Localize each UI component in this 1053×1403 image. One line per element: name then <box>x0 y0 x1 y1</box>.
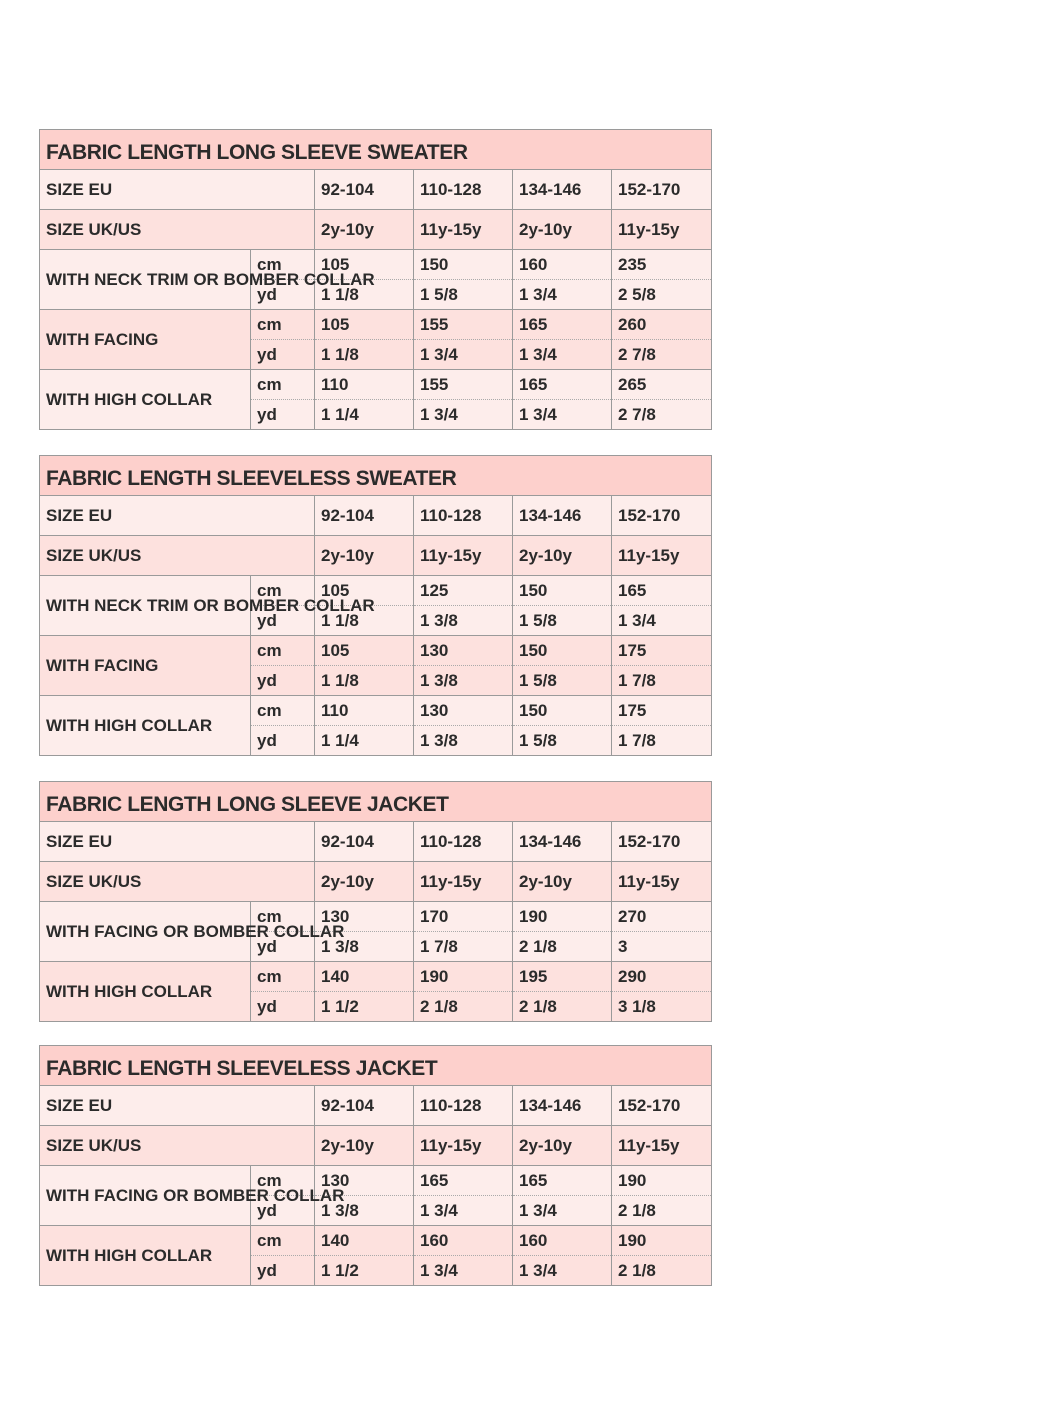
cm-value: 105 <box>315 576 414 606</box>
cm-value: 130 <box>315 902 414 932</box>
unit-yd: yd <box>251 1196 315 1226</box>
yd-value: 2 1/8 <box>612 1196 712 1226</box>
yd-value: 1 3/4 <box>414 400 513 430</box>
cm-value: 160 <box>513 250 612 280</box>
size-eu-value: 110-128 <box>414 496 513 536</box>
cm-value: 150 <box>513 636 612 666</box>
row-label: WITH HIGH COLLAR <box>40 1226 251 1286</box>
yd-value: 1 1/8 <box>315 340 414 370</box>
yd-value: 1 5/8 <box>414 280 513 310</box>
size-eu-value: 92-104 <box>315 496 414 536</box>
cm-value: 190 <box>414 962 513 992</box>
unit-cm: cm <box>251 1166 315 1196</box>
size-ukus-label: SIZE UK/US <box>40 536 315 576</box>
fabric-length-long-sleeve-jacket-table <box>39 781 712 1022</box>
unit-yd: yd <box>251 606 315 636</box>
row-label: WITH FACING <box>40 636 251 696</box>
cm-value: 270 <box>612 902 712 932</box>
unit-cm: cm <box>251 1226 315 1256</box>
row-label: WITH FACING OR BOMBER COLLAR <box>40 1166 251 1226</box>
yd-value: 1 3/4 <box>414 340 513 370</box>
yd-value: 1 3/4 <box>612 606 712 636</box>
table-row <box>40 310 712 340</box>
size-ukus-value: 11y-15y <box>612 536 712 576</box>
size-ukus-value: 11y-15y <box>612 210 712 250</box>
size-ukus-value: 11y-15y <box>414 862 513 902</box>
yd-value: 1 1/4 <box>315 400 414 430</box>
table-row <box>40 250 712 280</box>
size-ukus-value: 11y-15y <box>414 1126 513 1166</box>
cm-value: 155 <box>414 370 513 400</box>
cm-value: 130 <box>315 1166 414 1196</box>
yd-value: 3 <box>612 932 712 962</box>
unit-cm: cm <box>251 636 315 666</box>
yd-value: 2 1/8 <box>513 992 612 1022</box>
unit-yd: yd <box>251 340 315 370</box>
cm-value: 125 <box>414 576 513 606</box>
size-ukus-value: 11y-15y <box>414 536 513 576</box>
size-eu-value: 152-170 <box>612 170 712 210</box>
size-eu-label: SIZE EU <box>40 1086 315 1126</box>
size-eu-value: 92-104 <box>315 170 414 210</box>
table-title: FABRIC LENGTH SLEEVELESS SWEATER <box>40 456 712 496</box>
size-ukus-value: 2y-10y <box>315 210 414 250</box>
cm-value: 105 <box>315 310 414 340</box>
size-ukus-value: 2y-10y <box>315 536 414 576</box>
size-eu-value: 92-104 <box>315 822 414 862</box>
size-eu-value: 152-170 <box>612 822 712 862</box>
table-row <box>40 962 712 992</box>
cm-value: 190 <box>612 1166 712 1196</box>
size-ukus-label: SIZE UK/US <box>40 210 315 250</box>
size-eu-label: SIZE EU <box>40 822 315 862</box>
cm-value: 140 <box>315 962 414 992</box>
row-label: WITH HIGH COLLAR <box>40 370 251 430</box>
unit-yd: yd <box>251 726 315 756</box>
unit-cm: cm <box>251 250 315 280</box>
cm-value: 190 <box>612 1226 712 1256</box>
yd-value: 1 1/2 <box>315 1256 414 1286</box>
yd-value: 1 3/8 <box>315 932 414 962</box>
yd-value: 1 3/8 <box>315 1196 414 1226</box>
cm-value: 165 <box>513 310 612 340</box>
size-eu-label: SIZE EU <box>40 496 315 536</box>
cm-value: 140 <box>315 1226 414 1256</box>
cm-value: 260 <box>612 310 712 340</box>
size-ukus-value: 2y-10y <box>315 1126 414 1166</box>
size-ukus-value: 2y-10y <box>513 862 612 902</box>
yd-value: 1 7/8 <box>612 666 712 696</box>
yd-value: 1 3/4 <box>513 1256 612 1286</box>
table-title: FABRIC LENGTH SLEEVELESS JACKET <box>40 1046 712 1086</box>
yd-value: 1 3/4 <box>513 1196 612 1226</box>
yd-value: 1 3/4 <box>513 400 612 430</box>
cm-value: 165 <box>513 370 612 400</box>
yd-value: 2 7/8 <box>612 400 712 430</box>
cm-value: 165 <box>414 1166 513 1196</box>
size-eu-value: 134-146 <box>513 496 612 536</box>
cm-value: 150 <box>513 576 612 606</box>
cm-value: 235 <box>612 250 712 280</box>
cm-value: 130 <box>414 636 513 666</box>
cm-value: 160 <box>513 1226 612 1256</box>
unit-cm: cm <box>251 902 315 932</box>
cm-value: 190 <box>513 902 612 932</box>
yd-value: 3 1/8 <box>612 992 712 1022</box>
size-ukus-value: 2y-10y <box>513 536 612 576</box>
cm-value: 170 <box>414 902 513 932</box>
yd-value: 1 3/4 <box>414 1256 513 1286</box>
unit-yd: yd <box>251 400 315 430</box>
cm-value: 165 <box>612 576 712 606</box>
table-row <box>40 370 712 400</box>
table-row <box>40 1166 712 1196</box>
size-eu-value: 110-128 <box>414 170 513 210</box>
unit-yd: yd <box>251 932 315 962</box>
unit-cm: cm <box>251 310 315 340</box>
cm-value: 165 <box>513 1166 612 1196</box>
yd-value: 1 3/8 <box>414 606 513 636</box>
yd-value: 1 5/8 <box>513 666 612 696</box>
yd-value: 1 7/8 <box>414 932 513 962</box>
row-label: WITH FACING <box>40 310 251 370</box>
table-row <box>40 696 712 726</box>
size-ukus-value: 11y-15y <box>612 862 712 902</box>
unit-yd: yd <box>251 1256 315 1286</box>
size-ukus-label: SIZE UK/US <box>40 862 315 902</box>
size-eu-value: 110-128 <box>414 822 513 862</box>
yd-value: 2 1/8 <box>513 932 612 962</box>
size-eu-label: SIZE EU <box>40 170 315 210</box>
yd-value: 1 1/2 <box>315 992 414 1022</box>
size-ukus-value: 2y-10y <box>513 210 612 250</box>
table-row <box>40 902 712 932</box>
yd-value: 1 1/8 <box>315 666 414 696</box>
unit-yd: yd <box>251 992 315 1022</box>
unit-cm: cm <box>251 370 315 400</box>
table-row <box>40 576 712 606</box>
row-label: WITH NECK TRIM OR BOMBER COLLAR <box>40 250 251 310</box>
size-eu-value: 134-146 <box>513 170 612 210</box>
fabric-length-sleeveless-jacket-table <box>39 1045 712 1286</box>
size-ukus-value: 2y-10y <box>315 862 414 902</box>
yd-value: 1 5/8 <box>513 606 612 636</box>
yd-value: 1 3/4 <box>513 340 612 370</box>
cm-value: 160 <box>414 1226 513 1256</box>
size-eu-value: 110-128 <box>414 1086 513 1126</box>
row-label: WITH NECK TRIM OR BOMBER COLLAR <box>40 576 251 636</box>
table-title: FABRIC LENGTH LONG SLEEVE JACKET <box>40 782 712 822</box>
fabric-length-long-sleeve-sweater-table <box>39 129 712 430</box>
size-eu-value: 134-146 <box>513 822 612 862</box>
row-label: WITH FACING OR BOMBER COLLAR <box>40 902 251 962</box>
yd-value: 1 1/4 <box>315 726 414 756</box>
unit-yd: yd <box>251 666 315 696</box>
unit-cm: cm <box>251 696 315 726</box>
size-eu-value: 152-170 <box>612 1086 712 1126</box>
size-ukus-label: SIZE UK/US <box>40 1126 315 1166</box>
cm-value: 150 <box>414 250 513 280</box>
row-label: WITH HIGH COLLAR <box>40 962 251 1022</box>
yd-value: 1 1/8 <box>315 280 414 310</box>
size-ukus-value: 11y-15y <box>612 1126 712 1166</box>
yd-value: 1 1/8 <box>315 606 414 636</box>
yd-value: 2 1/8 <box>414 992 513 1022</box>
yd-value: 1 5/8 <box>513 726 612 756</box>
cm-value: 265 <box>612 370 712 400</box>
table-row <box>40 636 712 666</box>
cm-value: 150 <box>513 696 612 726</box>
size-ukus-value: 2y-10y <box>513 1126 612 1166</box>
cm-value: 175 <box>612 636 712 666</box>
yd-value: 1 3/4 <box>513 280 612 310</box>
yd-value: 2 1/8 <box>612 1256 712 1286</box>
cm-value: 155 <box>414 310 513 340</box>
unit-yd: yd <box>251 280 315 310</box>
unit-cm: cm <box>251 962 315 992</box>
yd-value: 1 7/8 <box>612 726 712 756</box>
table-row <box>40 1226 712 1256</box>
size-ukus-value: 11y-15y <box>414 210 513 250</box>
cm-value: 110 <box>315 696 414 726</box>
size-eu-value: 92-104 <box>315 1086 414 1126</box>
table-title: FABRIC LENGTH LONG SLEEVE SWEATER <box>40 130 712 170</box>
cm-value: 105 <box>315 636 414 666</box>
cm-value: 175 <box>612 696 712 726</box>
row-label: WITH HIGH COLLAR <box>40 696 251 756</box>
cm-value: 130 <box>414 696 513 726</box>
yd-value: 2 7/8 <box>612 340 712 370</box>
size-eu-value: 152-170 <box>612 496 712 536</box>
yd-value: 2 5/8 <box>612 280 712 310</box>
yd-value: 1 3/4 <box>414 1196 513 1226</box>
size-eu-value: 134-146 <box>513 1086 612 1126</box>
cm-value: 105 <box>315 250 414 280</box>
yd-value: 1 3/8 <box>414 666 513 696</box>
yd-value: 1 3/8 <box>414 726 513 756</box>
cm-value: 195 <box>513 962 612 992</box>
unit-cm: cm <box>251 576 315 606</box>
fabric-length-sleeveless-sweater-table <box>39 455 712 756</box>
cm-value: 110 <box>315 370 414 400</box>
cm-value: 290 <box>612 962 712 992</box>
